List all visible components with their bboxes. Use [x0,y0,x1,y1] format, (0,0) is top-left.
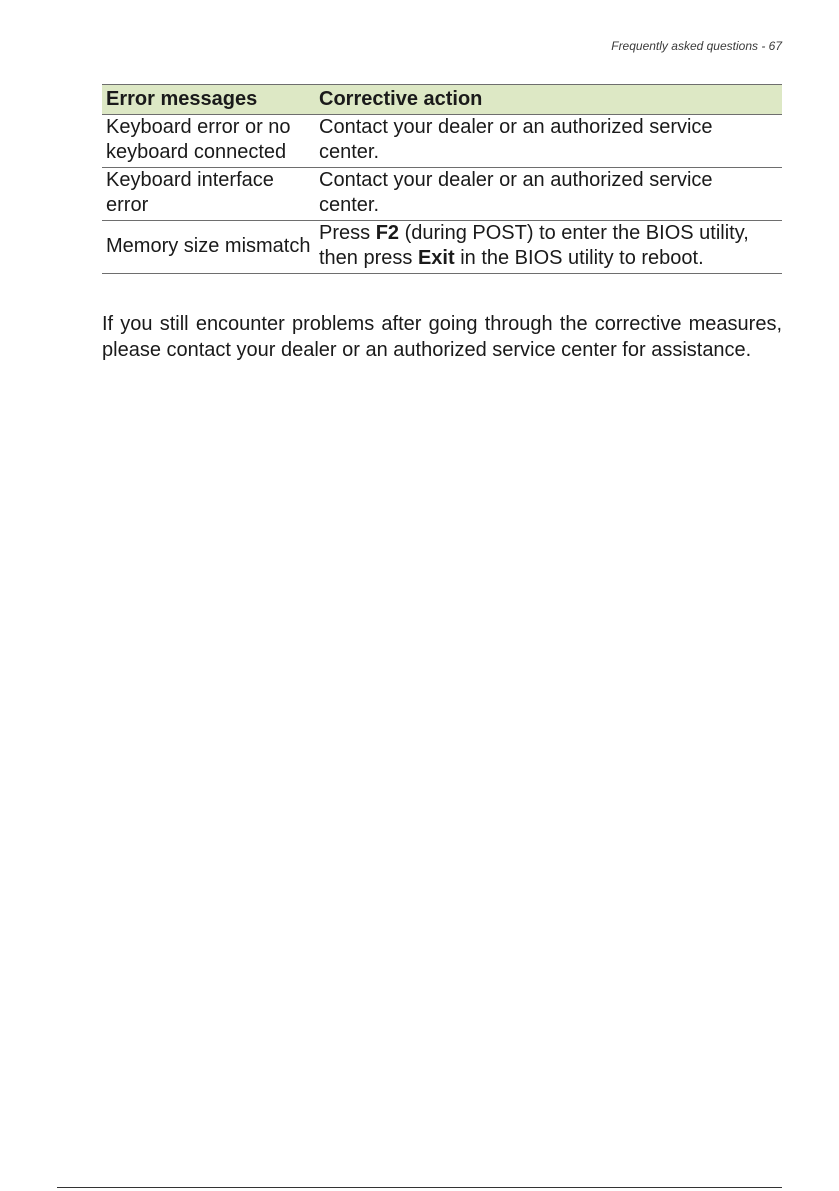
table-header-row [102,85,782,115]
key-f2: F2 [375,222,400,244]
action-text: (during POST) to enter the BIOS utility, then press [319,222,749,269]
footer-rule [57,1187,782,1188]
column-header-corrective-action: Corrective action [315,85,782,115]
error-message-cell: Memory size mismatch [102,221,315,274]
error-message-cell: Keyboard error or no keyboard connected [102,115,315,168]
key-exit: Exit [417,247,455,269]
action-text: in the BIOS utility to reboot. [454,247,704,269]
table-row [102,221,782,274]
table-row [102,115,782,168]
assistance-paragraph: If you still encounter problems after going through the corrective measures, please contact your dealer or an authorized service center for assistance. [102,313,782,361]
error-messages-table [102,84,782,274]
corrective-action-cell [315,221,782,274]
corrective-action-cell: Contact your dealer or an authorized service center. [315,115,782,168]
error-message-cell: Keyboard interface error [102,168,315,221]
column-header-error-messages: Error messages [102,85,315,115]
action-text: Press [319,222,376,244]
corrective-action-cell: Contact your dealer or an authorized service center. [315,168,782,221]
running-head: Frequently asked questions - 67 [611,39,782,53]
table-row [102,168,782,221]
